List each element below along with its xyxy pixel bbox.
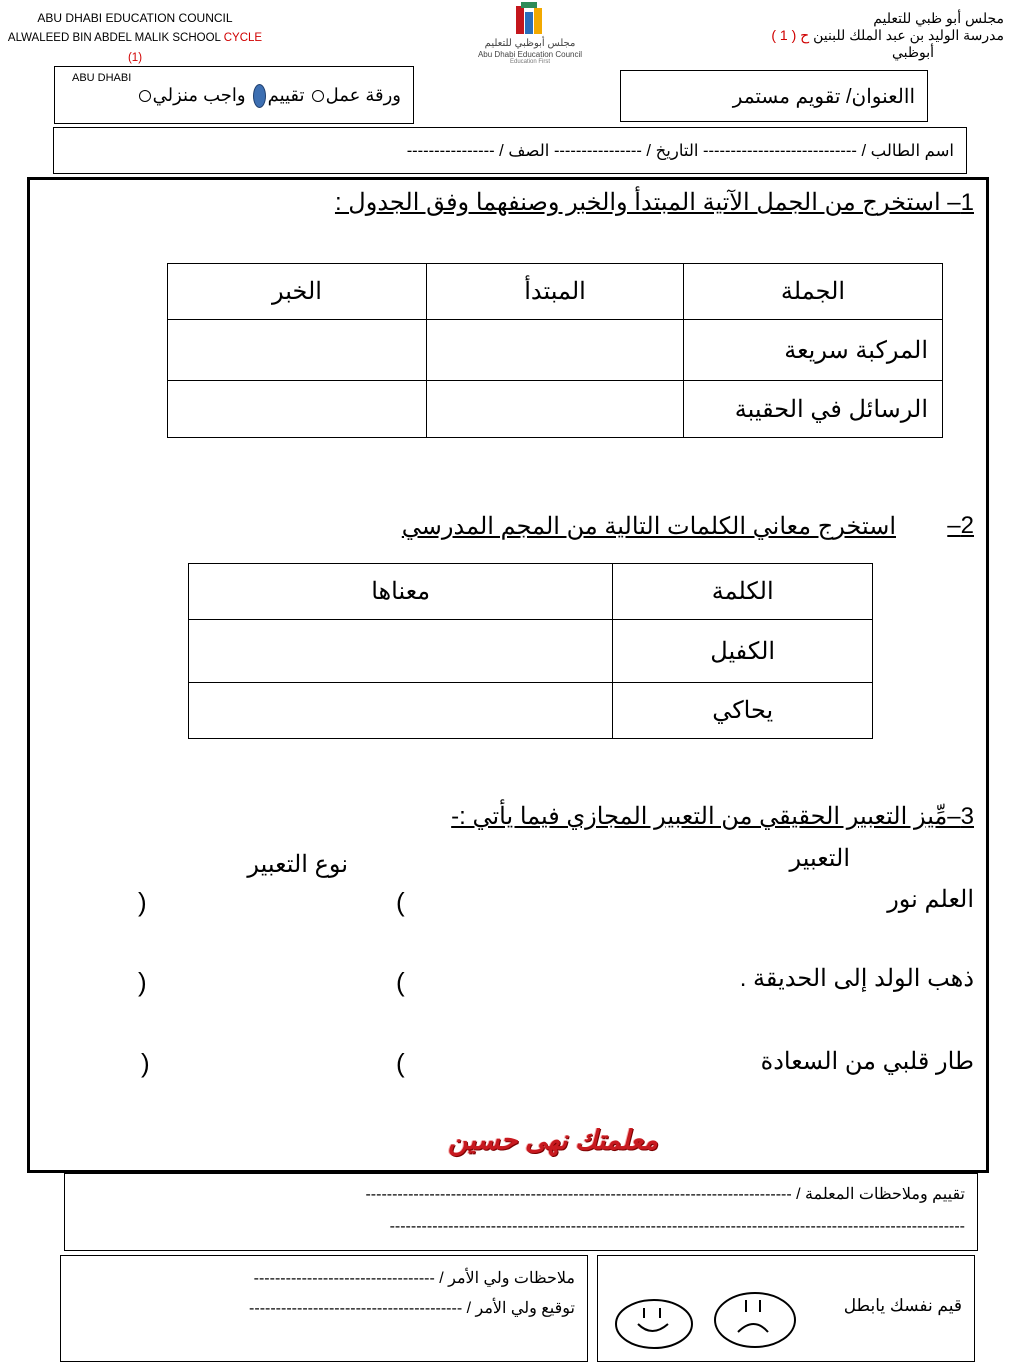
col-header-meaning: معناها bbox=[189, 564, 613, 620]
worksheet-type-box bbox=[54, 66, 414, 124]
student-info-box bbox=[53, 127, 967, 174]
type-worksheet-label: ورقة عمل bbox=[325, 85, 401, 105]
predicate-answer-cell[interactable] bbox=[168, 320, 427, 381]
header-ar-school-name: مدرسة الوليد بن عبد الملك للبنين bbox=[813, 27, 1004, 43]
council-logo bbox=[470, 2, 590, 66]
question-3-title: 3–مِّيز التعبير الحقيقي من التعبير المجازي فيما يأتي :- bbox=[451, 803, 974, 830]
expression-item: طار قلبي من السعادة bbox=[760, 1048, 974, 1075]
type-worksheet[interactable] bbox=[305, 85, 401, 105]
header-ar-school bbox=[724, 27, 1004, 44]
council-logo-icon bbox=[510, 2, 550, 38]
teacher-signature: معلمتك نهى حسين bbox=[448, 1125, 658, 1155]
question-2-number: 2– bbox=[947, 512, 974, 539]
table-row bbox=[168, 320, 943, 381]
homework-radio[interactable] bbox=[139, 90, 151, 102]
answer-paren-open: ( bbox=[396, 967, 405, 997]
word-cell: الكفيل bbox=[613, 620, 873, 683]
question-1-table bbox=[167, 263, 943, 438]
header-ar-council: مجلس أبو ظبي للتعليم bbox=[873, 10, 1004, 26]
question-1-title: 1– استخرج من الجمل الآتية المبتدأ والخبر وصنفهما وفق الجدول : bbox=[334, 189, 974, 216]
column-label-type: نوع التعبير bbox=[247, 851, 348, 878]
logo-text-ar: مجلس أبوظبي للتعليم bbox=[484, 38, 576, 49]
header-en-city: ABU DHABI bbox=[72, 72, 132, 84]
meaning-answer-cell[interactable] bbox=[189, 620, 613, 683]
teacher-notes-line: تقييم وملاحظات المعلمة / -------------------------------------------------------------------------------- bbox=[365, 1186, 965, 1203]
type-homework-label: واجب منزلي bbox=[152, 85, 246, 105]
self-evaluation-label: قيم نفسك يابطل bbox=[843, 1296, 962, 1315]
question-2-title: استخرج معاني الكلمات التالية من المجم المدرسي bbox=[401, 513, 896, 540]
logo-text-en: Abu Dhabi Education Council bbox=[477, 50, 583, 59]
happy-face-icon[interactable] bbox=[612, 1292, 696, 1352]
col-header-predicate: الخبر bbox=[168, 264, 427, 320]
table-header-row bbox=[189, 564, 873, 620]
expression-item: ذهب الولد إلى الحديقة . bbox=[739, 965, 974, 992]
predicate-answer-cell[interactable] bbox=[168, 381, 427, 438]
type-assessment-label: تقييم bbox=[267, 85, 305, 105]
logo-tagline: Education First bbox=[509, 59, 551, 65]
self-evaluation-box bbox=[597, 1255, 975, 1362]
parent-signature-line: توقيع ولي الأمر / ---------------------------------------- bbox=[249, 1300, 575, 1317]
answer-paren-open: ( bbox=[396, 1048, 405, 1078]
meaning-answer-cell[interactable] bbox=[189, 683, 613, 739]
type-assessment[interactable] bbox=[246, 85, 305, 105]
col-header-word: الكلمة bbox=[613, 564, 873, 620]
page-title: االعنوان/ تقويم مستمر bbox=[732, 86, 915, 108]
assessment-radio-selected[interactable] bbox=[253, 84, 266, 108]
header-en-school-name: ALWALEED BIN ABDEL MALIK SCHOOL bbox=[7, 32, 221, 44]
header-en-school bbox=[0, 28, 270, 68]
sentence-cell: الرسائل في الحقيبة bbox=[684, 381, 943, 438]
worksheet-radio[interactable] bbox=[312, 90, 324, 102]
sad-face-icon[interactable] bbox=[710, 1286, 800, 1350]
title-box bbox=[620, 70, 928, 122]
parent-notes-line: ملاحظات ولي الأمر / ---------------------------------- bbox=[253, 1270, 575, 1287]
teacher-notes-line-2: ------------------------------------------------------------------------------------------------------------ bbox=[389, 1218, 965, 1235]
header-arabic bbox=[724, 10, 1004, 61]
student-info-line: اسم الطالب / ---------------------------- التاريخ / ---------------- الصف / ---------------- bbox=[406, 142, 954, 160]
teacher-notes-box bbox=[64, 1173, 978, 1251]
answer-paren-close: ) bbox=[141, 1048, 150, 1078]
header-en-cycle: CYCLE (1) bbox=[127, 32, 263, 64]
type-homework[interactable] bbox=[137, 85, 246, 105]
sentence-cell: المركبة سريعة bbox=[684, 320, 943, 381]
table-row bbox=[189, 683, 873, 739]
answer-paren-close: ) bbox=[138, 887, 147, 917]
word-cell: يحاكي bbox=[613, 683, 873, 739]
column-label-expression: التعبير bbox=[789, 845, 850, 872]
table-row bbox=[189, 620, 873, 683]
header-en-council: ABU DHABI EDUCATION COUNCIL bbox=[37, 11, 233, 25]
question-2-table bbox=[188, 563, 873, 739]
table-header-row bbox=[168, 264, 943, 320]
answer-paren-open: ( bbox=[396, 887, 405, 917]
col-header-subject: المبتدأ bbox=[427, 264, 684, 320]
header-ar-cycle: ح ( 1 ) bbox=[771, 27, 810, 43]
subject-answer-cell[interactable] bbox=[427, 381, 684, 438]
table-row bbox=[168, 381, 943, 438]
col-header-sentence: الجملة bbox=[684, 264, 943, 320]
subject-answer-cell[interactable] bbox=[427, 320, 684, 381]
answer-paren-close: ) bbox=[138, 967, 147, 997]
header-ar-city: أبوظبي bbox=[891, 44, 934, 60]
expression-item: العلم نور bbox=[887, 886, 974, 913]
parent-notes-box bbox=[60, 1255, 588, 1362]
